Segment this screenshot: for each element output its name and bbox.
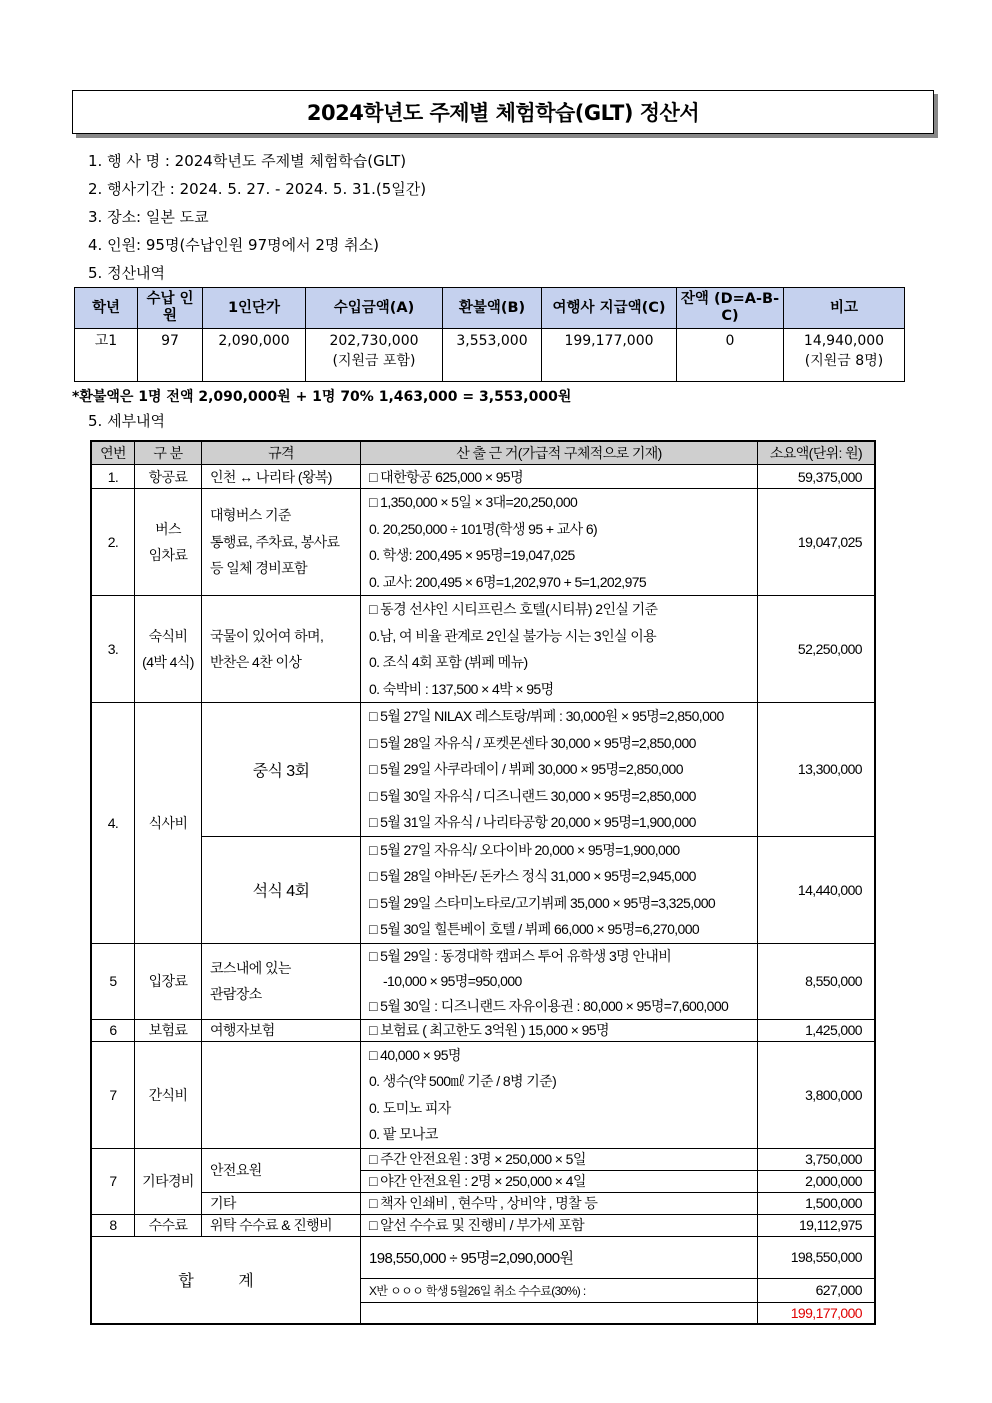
row-category: 항공료 bbox=[135, 465, 202, 489]
row-spec: 위탁 수수료 & 진행비 bbox=[202, 1214, 361, 1236]
summary-header: 수납 인원 bbox=[138, 288, 203, 329]
total-basis: 198,550,000 ÷ 95명=2,090,000원 bbox=[361, 1236, 758, 1278]
basis-line: 0. 학생: 200,495 × 95명=19,047,025 bbox=[369, 547, 575, 563]
row-no: 7 bbox=[91, 1041, 135, 1148]
detail-header: 소요액(단위: 원) bbox=[758, 441, 876, 465]
row-category: 식사비 bbox=[135, 703, 202, 944]
table-row bbox=[91, 596, 875, 703]
row-amount: 19,047,025 bbox=[758, 489, 876, 596]
row-amount: 8,550,000 bbox=[758, 943, 876, 1019]
basis-line: 0. 도미노 피자 bbox=[369, 1099, 451, 1116]
summary-header: 잔액 (D=A-B-C) bbox=[677, 288, 784, 329]
basis-line: □ 5월 30일 자유식 / 디즈니랜드 30,000 × 95명=2,850,000 bbox=[369, 787, 696, 804]
basis-line: □ 40,000 × 95명 bbox=[369, 1046, 461, 1063]
basis-line: □ 동경 선샤인 시티프린스 호텔(시티뷰) 2인실 기준 bbox=[369, 601, 658, 617]
row-amount: 19,112,975 bbox=[758, 1214, 876, 1236]
info-people: 4. 인원: 95명(수납인원 97명에서 2명 취소) bbox=[88, 236, 379, 254]
basis-line: -10,000 × 95명=950,000 bbox=[383, 972, 522, 989]
row-category: 입장료 bbox=[135, 943, 202, 1019]
row-spec: 석식 4회 bbox=[202, 836, 361, 943]
summary-cell: 2,090,000 bbox=[203, 329, 306, 382]
remark-amount: 14,940,000 bbox=[803, 333, 885, 349]
summary-cell bbox=[784, 329, 905, 382]
row-basis bbox=[361, 836, 758, 943]
total-amount: 198,550,000 bbox=[758, 1236, 876, 1278]
table-row bbox=[91, 703, 875, 837]
empty-cell bbox=[361, 1302, 758, 1324]
spec-line: 코스내에 있는 bbox=[210, 959, 291, 976]
row-basis: □ 대한항공 625,000 × 95명 bbox=[361, 465, 758, 489]
basis-line: 0. 교사: 200,495 × 6명=1,202,970 + 5=1,202,975 bbox=[369, 573, 647, 590]
basis-line: □ 5월 29일 사쿠라데이 / 뷔페 30,000 × 95명=2,850,000 bbox=[369, 761, 683, 777]
table-row bbox=[91, 1214, 875, 1236]
detail-header-row bbox=[91, 441, 875, 465]
summary-cell: 0 bbox=[677, 329, 784, 382]
row-basis bbox=[361, 943, 758, 1019]
row-basis: □ 야간 안전요원 : 2명 × 250,000 × 4일 bbox=[361, 1170, 758, 1192]
row-amount: 52,250,000 bbox=[758, 596, 876, 703]
row-basis bbox=[361, 703, 758, 837]
row-category: 수수료 bbox=[135, 1214, 202, 1236]
summary-row bbox=[75, 329, 905, 382]
detail-table bbox=[90, 440, 876, 1325]
row-amount: 13,300,000 bbox=[758, 703, 876, 837]
summary-cell: 고1 bbox=[75, 329, 138, 382]
summary-header: 학년 bbox=[75, 288, 138, 329]
summary-table bbox=[74, 287, 905, 382]
row-category: 간식비 bbox=[135, 1041, 202, 1148]
basis-line: 0.남, 여 비율 관계로 2인실 불가능 시는 3인실 이용 bbox=[369, 627, 657, 644]
table-row bbox=[91, 836, 875, 943]
row-amount: 3,750,000 bbox=[758, 1148, 876, 1170]
grand-total-amount: 199,177,000 bbox=[758, 1302, 876, 1324]
row-spec: 안전요원 bbox=[202, 1148, 361, 1192]
info-place: 3. 장소: 일본 도쿄 bbox=[88, 208, 209, 226]
spec-line: 국물이 있어여 하며, bbox=[210, 627, 324, 644]
summary-header: 여행사 지급액(C) bbox=[542, 288, 677, 329]
category-line: 버스 bbox=[155, 520, 181, 537]
row-spec: 인천 ↔ 나리타 (왕복) bbox=[202, 465, 361, 489]
spec-line: 등 일체 경비포함 bbox=[210, 560, 308, 577]
row-amount: 1,425,000 bbox=[758, 1019, 876, 1041]
spec-line: 반찬은 4찬 이상 bbox=[210, 654, 302, 670]
basis-line: 0. 생수(약 500㎖ 기준 / 8병 기준) bbox=[369, 1073, 557, 1089]
basis-line: 0. 20,250,000 ÷ 101명(학생 95 + 교사 6) bbox=[369, 520, 598, 537]
page-title: 2024학년도 주제별 체험학습(GLT) 정산서 bbox=[306, 101, 700, 125]
summary-cell bbox=[306, 329, 443, 382]
row-amount: 3,800,000 bbox=[758, 1041, 876, 1148]
table-row bbox=[91, 1041, 875, 1148]
row-spec: 중식 3회 bbox=[202, 703, 361, 837]
row-no: 3. bbox=[91, 596, 135, 703]
row-amount: 2,000,000 bbox=[758, 1170, 876, 1192]
basis-line: □ 5월 30일 : 디즈니랜드 자유이용권 : 80,000 × 95명=7,600,000 bbox=[369, 997, 729, 1014]
row-category: 보험료 bbox=[135, 1019, 202, 1041]
summary-header: 비고 bbox=[784, 288, 905, 329]
detail-header: 산 출 근 거(가급적 구체적으로 기재) bbox=[361, 441, 758, 465]
summary-cell: 3,553,000 bbox=[443, 329, 542, 382]
row-no: 6 bbox=[91, 1019, 135, 1041]
row-spec bbox=[202, 1041, 361, 1148]
income-amount: 202,730,000 bbox=[329, 333, 419, 349]
refund-note: *환불액은 1명 전액 2,090,000원 + 1명 70% 1,463,000 = 3,553,000원 bbox=[72, 389, 572, 405]
basis-line: 0. 숙박비 : 137,500 × 4박 × 95명 bbox=[369, 680, 554, 697]
row-amount: 14,440,000 bbox=[758, 836, 876, 943]
basis-line: □ 5월 27일 NILAX 레스토랑/뷔페 : 30,000원 × 95명=2,850,000 bbox=[369, 708, 724, 724]
row-category: 기타경비 bbox=[135, 1148, 202, 1214]
row-category bbox=[135, 489, 202, 596]
remark-note: (지원금 8명) bbox=[804, 353, 884, 369]
summary-cell: 199,177,000 bbox=[542, 329, 677, 382]
row-no: 4. bbox=[91, 703, 135, 944]
row-basis bbox=[361, 489, 758, 596]
table-row bbox=[91, 1192, 875, 1214]
row-spec: 기타 bbox=[202, 1192, 361, 1214]
row-basis: □ 주간 안전요원 : 3명 × 250,000 × 5일 bbox=[361, 1148, 758, 1170]
info-settlement-heading: 5. 정산내역 bbox=[88, 264, 166, 282]
total-label: 합 계 bbox=[91, 1236, 361, 1324]
row-spec bbox=[202, 596, 361, 703]
cancel-fee-amount: 627,000 bbox=[758, 1278, 876, 1302]
spec-line: 통행료, 주차료, 봉사료 bbox=[210, 533, 340, 550]
basis-line: □ 5월 29일 : 동경대학 캠퍼스 투어 유학생 3명 안내비 bbox=[369, 947, 672, 964]
basis-line: 0. 조식 4회 포함 (뷔페 메뉴) bbox=[369, 654, 528, 670]
row-no: 5 bbox=[91, 943, 135, 1019]
basis-line: □ 5월 28일 자유식 / 포켓몬센타 30,000 × 95명=2,850,000 bbox=[369, 734, 696, 751]
total-row bbox=[91, 1236, 875, 1278]
basis-line: □ 5월 31일 자유식 / 나리타공항 20,000 × 95명=1,900,000 bbox=[369, 814, 696, 830]
basis-line: □ 5월 30일 힐튼베이 호텔 / 뷔페 66,000 × 95명=6,270,000 bbox=[369, 921, 700, 937]
row-spec bbox=[202, 943, 361, 1019]
row-no: 7 bbox=[91, 1148, 135, 1214]
row-no: 1. bbox=[91, 465, 135, 489]
category-line: 숙식비 bbox=[148, 627, 188, 644]
basis-line: □ 5월 29일 스타미노타로/고기뷔페 35,000 × 95명=3,325,000 bbox=[369, 894, 716, 911]
summary-header: 환불액(B) bbox=[443, 288, 542, 329]
summary-header-row bbox=[75, 288, 905, 329]
row-category bbox=[135, 596, 202, 703]
row-no: 8 bbox=[91, 1214, 135, 1236]
detail-header: 구 분 bbox=[135, 441, 202, 465]
income-note: (지원금 포함) bbox=[332, 353, 416, 369]
row-basis: □ 알선 수수료 및 진행비 / 부가세 포함 bbox=[361, 1214, 758, 1236]
table-row bbox=[91, 943, 875, 1019]
row-basis bbox=[361, 596, 758, 703]
basis-line: □ 5월 27일 자유식/ 오다이바 20,000 × 95명=1,900,000 bbox=[369, 841, 680, 858]
row-basis: □ 보험료 ( 최고한도 3억원 ) 15,000 × 95명 bbox=[361, 1019, 758, 1041]
basis-line: □ 5월 28일 야바돈/ 돈카스 정식 31,000 × 95명=2,945,000 bbox=[369, 868, 696, 884]
category-line: 임차료 bbox=[148, 547, 188, 563]
spec-line: 대형버스 기준 bbox=[210, 507, 291, 524]
detail-header: 연번 bbox=[91, 441, 135, 465]
row-no: 2. bbox=[91, 489, 135, 596]
table-row bbox=[91, 489, 875, 596]
summary-header: 1인단가 bbox=[203, 288, 306, 329]
row-spec: 여행자보험 bbox=[202, 1019, 361, 1041]
summary-cell: 97 bbox=[138, 329, 203, 382]
row-basis: □ 책자 인쇄비 , 현수막 , 상비약 , 명찰 등 bbox=[361, 1192, 758, 1214]
info-period: 2. 행사기간 : 2024. 5. 27. - 2024. 5. 31.(5일간) bbox=[88, 180, 427, 198]
table-row bbox=[91, 465, 875, 489]
row-basis bbox=[361, 1041, 758, 1148]
info-list bbox=[88, 147, 426, 287]
detail-heading: 5. 세부내역 bbox=[88, 412, 166, 430]
row-amount: 59,375,000 bbox=[758, 465, 876, 489]
basis-line: □ 1,350,000 × 5일 × 3대=20,250,000 bbox=[369, 494, 578, 510]
row-amount: 1,500,000 bbox=[758, 1192, 876, 1214]
basis-line: 0. 팥 모나코 bbox=[369, 1126, 438, 1142]
table-row bbox=[91, 1148, 875, 1170]
cancel-fee-basis: X반 ㅇㅇㅇ 학생 5월26일 취소 수수료(30%) : bbox=[361, 1278, 758, 1302]
title-box bbox=[72, 90, 934, 134]
category-line: (4박 4식) bbox=[142, 654, 194, 670]
summary-header: 수입금액(A) bbox=[306, 288, 443, 329]
detail-header: 규격 bbox=[202, 441, 361, 465]
info-event-name: 1. 행 사 명 : 2024학년도 주제별 체험학습(GLT) bbox=[88, 152, 407, 170]
spec-line: 관람장소 bbox=[210, 986, 262, 1002]
row-spec bbox=[202, 489, 361, 596]
table-row bbox=[91, 1019, 875, 1041]
